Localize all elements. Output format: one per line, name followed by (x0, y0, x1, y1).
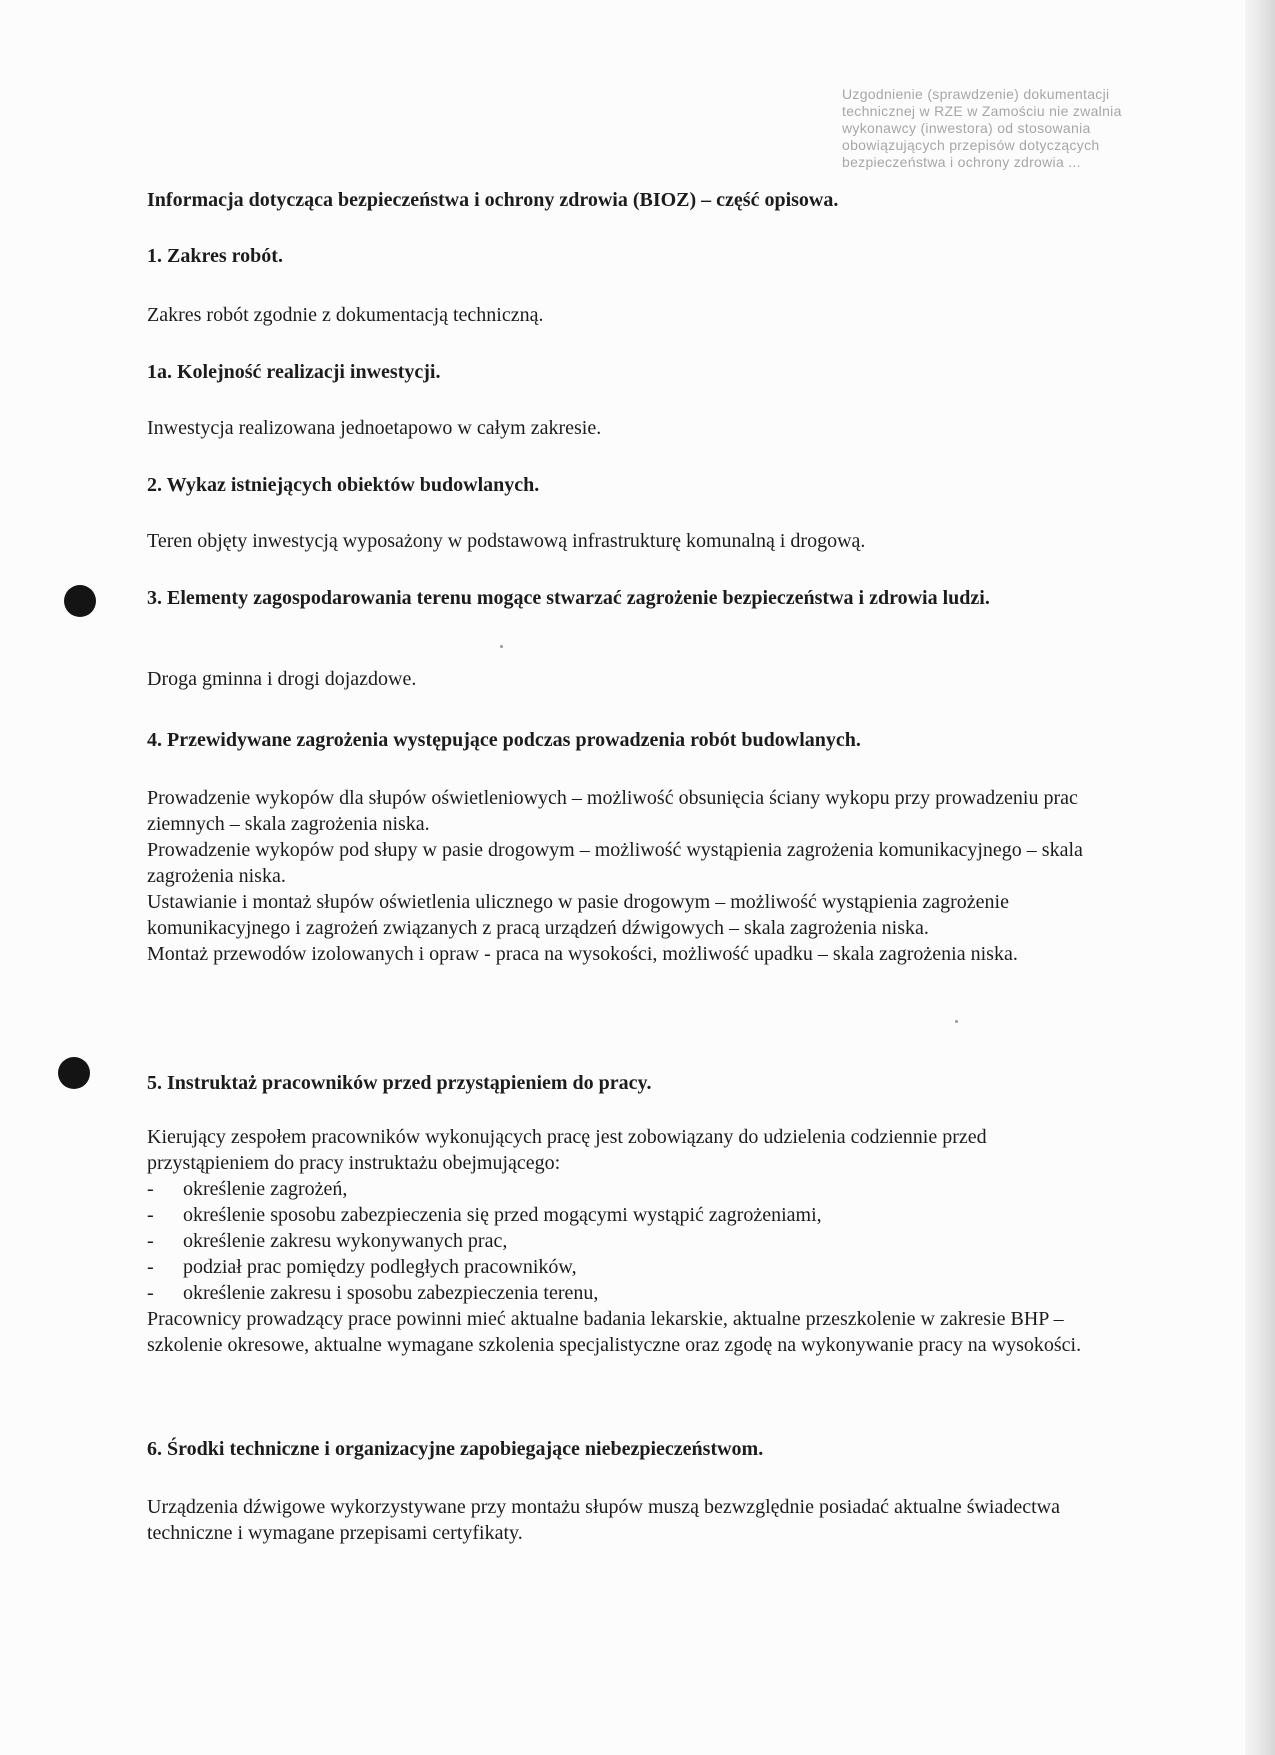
stamp-line: wykonawcy (inwestora) od stosowania (842, 120, 1091, 136)
section-2-text: Teren objęty inwestycją wyposażony w podstawową infrastrukturę komunalną i drogową. (147, 530, 866, 552)
punch-hole-bottom (58, 1057, 90, 1089)
section-1a-heading: 1a. Kolejność realizacji inwestycji. (147, 361, 441, 383)
scan-speck (500, 645, 503, 648)
page-edge-shadow (1245, 0, 1275, 1755)
section-4-heading: 4. Przewidywane zagrożenia występujące podczas prowadzenia robót budowlanych. (147, 729, 861, 751)
hazard-paragraph: Prowadzenie wykopów pod słupy w pasie drogowym – możliwość wystąpienia zagrożenia komunikacyjnego – skala zagrożenia niska. (147, 839, 1083, 887)
instruction-outro: Pracownicy prowadzący prace powinni mieć aktualne badania lekarskie, aktualne przeszkolenie w zakresie BHP – szkolenie okresowe, aktualne wymagane szkolenia specjalistyczne oraz zgodę na wykonywanie pracy na wysokości. (147, 1308, 1082, 1356)
instruction-intro: Kierujący zespołem pracowników wykonujących pracę jest zobowiązany do udzielenia codziennie przed przystąpieniem do pracy instruktażu obejmującego: (147, 1126, 987, 1174)
list-item: - określenie zakresu i sposobu zabezpieczenia terenu, (147, 1280, 1092, 1306)
document-title: Informacja dotycząca bezpieczeństwa i ochrony zdrowia (BIOZ) – część opisowa. (147, 189, 839, 211)
section-6-heading: 6. Środki techniczne i organizacyjne zapobiegające niebezpieczeństwom. (147, 1438, 764, 1460)
list-item: - podział prac pomiędzy podległych pracowników, (147, 1254, 1092, 1280)
list-item: - określenie sposobu zabezpieczenia się przed mogącymi wystąpić zagrożeniami, (147, 1202, 1092, 1228)
hazard-paragraph: Ustawianie i montaż słupów oświetlenia ulicznego w pasie drogowym – możliwość wystąpienia zagrożenie komunikacyjnego i zagrożeń związanych z pracą urządzeń dźwigowych – skala zagrożenia niska. (147, 891, 1009, 939)
instruction-list (147, 1176, 1092, 1306)
list-item: - określenie zakresu wykonywanych prac, (147, 1228, 1092, 1254)
hazard-paragraph: Montaż przewodów izolowanych i opraw - praca na wysokości, możliwość upadku – skala zagrożenia niska. (147, 943, 1018, 965)
stamp-line: Uzgodnienie (sprawdzenie) dokumentacji (842, 86, 1110, 102)
stamp-line: technicznej w RZE w Zamościu nie zwalnia (842, 103, 1122, 119)
section-3-heading: 3. Elementy zagospodarowania terenu mogące stwarzać zagrożenie bezpieczeństwa i zdrowia ludzi. (147, 587, 990, 609)
section-5-heading: 5. Instruktaż pracowników przed przystąpieniem do pracy. (147, 1072, 652, 1094)
stamp-line: obowiązujących przepisów dotyczących (842, 137, 1100, 153)
section-2-heading: 2. Wykaz istniejących obiektów budowlanych. (147, 474, 540, 496)
approval-stamp (842, 86, 1167, 171)
section-1a-text: Inwestycja realizowana jednoetapowo w całym zakresie. (147, 417, 602, 439)
section-5-body (147, 1124, 1092, 1358)
punch-hole-top (64, 585, 96, 617)
section-1-heading: 1. Zakres robót. (147, 245, 283, 267)
section-6-text: Urządzenia dźwigowe wykorzystywane przy montażu słupów muszą bezwzględnie posiadać aktualne świadectwa techniczne i wymagane przepisami certyfikaty. (147, 1496, 1060, 1544)
list-item: - określenie zagrożeń, (147, 1176, 1092, 1202)
stamp-line: bezpieczeństwa i ochrony zdrowia ... (842, 154, 1081, 170)
page-fold-line (0, 0, 68, 7)
scan-speck (955, 1020, 958, 1023)
hazard-paragraph: Prowadzenie wykopów dla słupów oświetleniowych – możliwość obsunięcia ściany wykopu przy prowadzeniu prac ziemnych – skala zagrożenia niska. (147, 787, 1078, 835)
section-3-text: Droga gminna i drogi dojazdowe. (147, 668, 417, 690)
section-4-body (147, 785, 1092, 967)
section-1-text: Zakres robót zgodnie z dokumentacją techniczną. (147, 304, 544, 326)
